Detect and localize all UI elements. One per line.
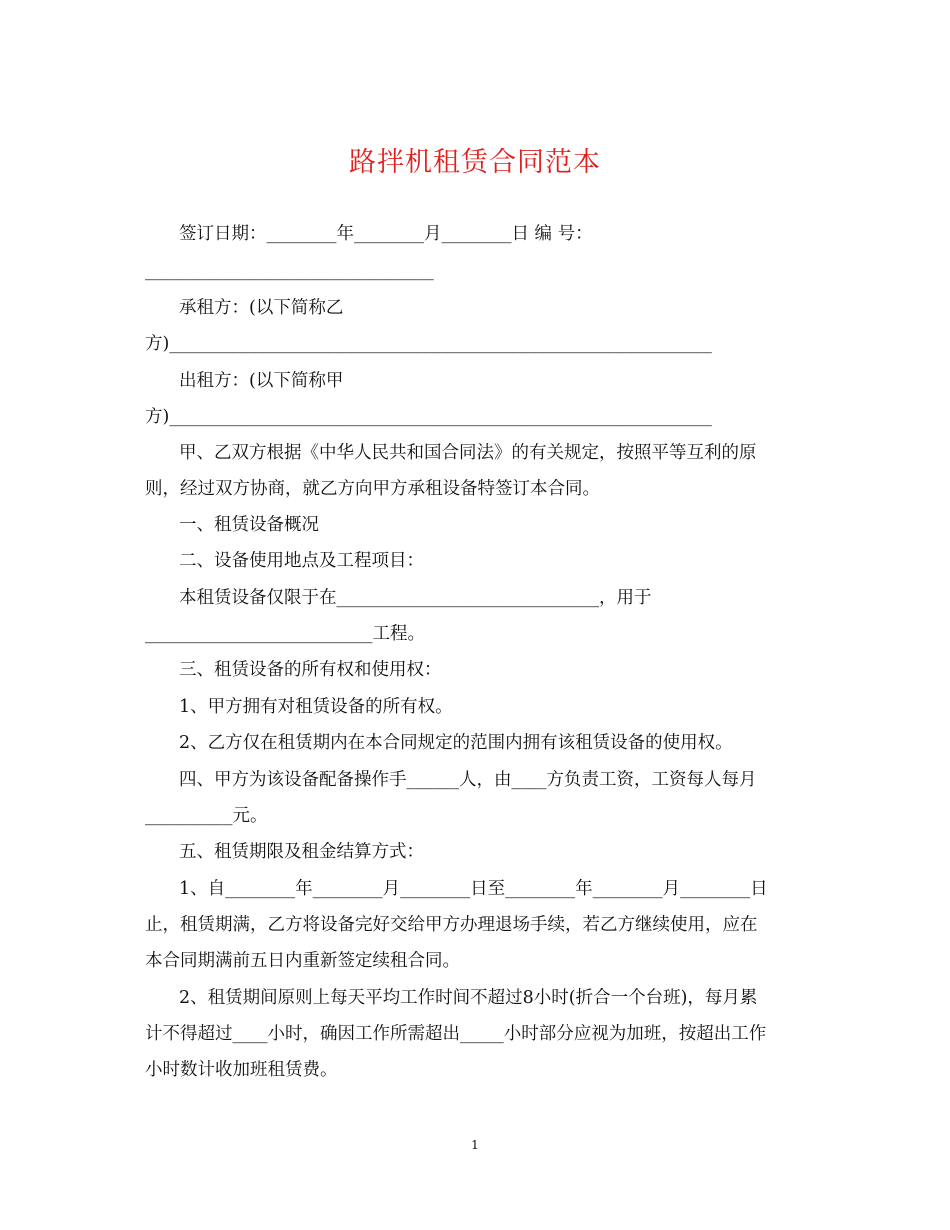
contract-number-blank: _________________________________ (145, 261, 434, 281)
clause-5-2-line-2: 计不得超过____小时，确因工作所需超出_____小时部分应视为加班，按超出工作 (145, 1024, 767, 1044)
lessee-line: 承租方：(以下简称乙 (179, 298, 344, 318)
section-4-line-2: __________元。 (145, 806, 268, 826)
project-line: __________________________工程。 (145, 624, 425, 644)
clause-5-1-line-2: 止，租赁期满，乙方将设备完好交给甲方办理退场手续，若乙方继续使用，应在 (145, 915, 758, 935)
signing-date-line: 签订日期：________年________月________日 编 号： (179, 224, 593, 244)
section-1-heading: 一、租赁设备概况 (179, 515, 319, 535)
clause-5-2-line-1: 2、租赁期间原则上每天平均工作时间不超过8小时(折合一个台班)，每月累 (179, 988, 758, 1008)
clause-5-2-line-3: 小时数计收加班租赁费。 (145, 1060, 338, 1080)
section-4-line-1: 四、甲方为该设备配备操作手______人，由____方负责工资，工资每人每月 (179, 770, 757, 790)
lessee-blank: 方)______________________________________________________________ (145, 334, 712, 354)
document-title: 路拌机租赁合同范本 (349, 147, 601, 178)
clause-3-1: 1、甲方拥有对租赁设备的所有权。 (179, 697, 453, 717)
location-line: 本租赁设备仅限于在______________________________，用于 (179, 588, 652, 608)
lessor-blank: 方)______________________________________________________________ (145, 407, 712, 427)
page-number: 1 (471, 1138, 479, 1152)
section-3-heading: 三、租赁设备的所有权和使用权： (179, 660, 442, 680)
section-2-heading: 二、设备使用地点及工程项目： (179, 551, 424, 571)
preamble-line-2: 则，经过双方协商，就乙方向甲方承租设备特签订本合同。 (145, 479, 600, 499)
clause-3-2: 2、乙方仅在租赁期内在本合同规定的范围内拥有该租赁设备的使用权。 (179, 733, 733, 753)
section-5-heading: 五、租赁期限及租金结算方式： (179, 842, 424, 862)
preamble-line-1: 甲、乙双方根据《中华人民共和国合同法》的有关规定，按照平等互利的原 (179, 443, 757, 463)
clause-5-1-line-1: 1、自________年________月________日至________年________月________日 (179, 879, 768, 899)
clause-5-1-line-3: 本合同期满前五日内重新签定续租合同。 (145, 951, 460, 971)
lessor-line: 出租方：(以下简称甲 (179, 371, 344, 391)
